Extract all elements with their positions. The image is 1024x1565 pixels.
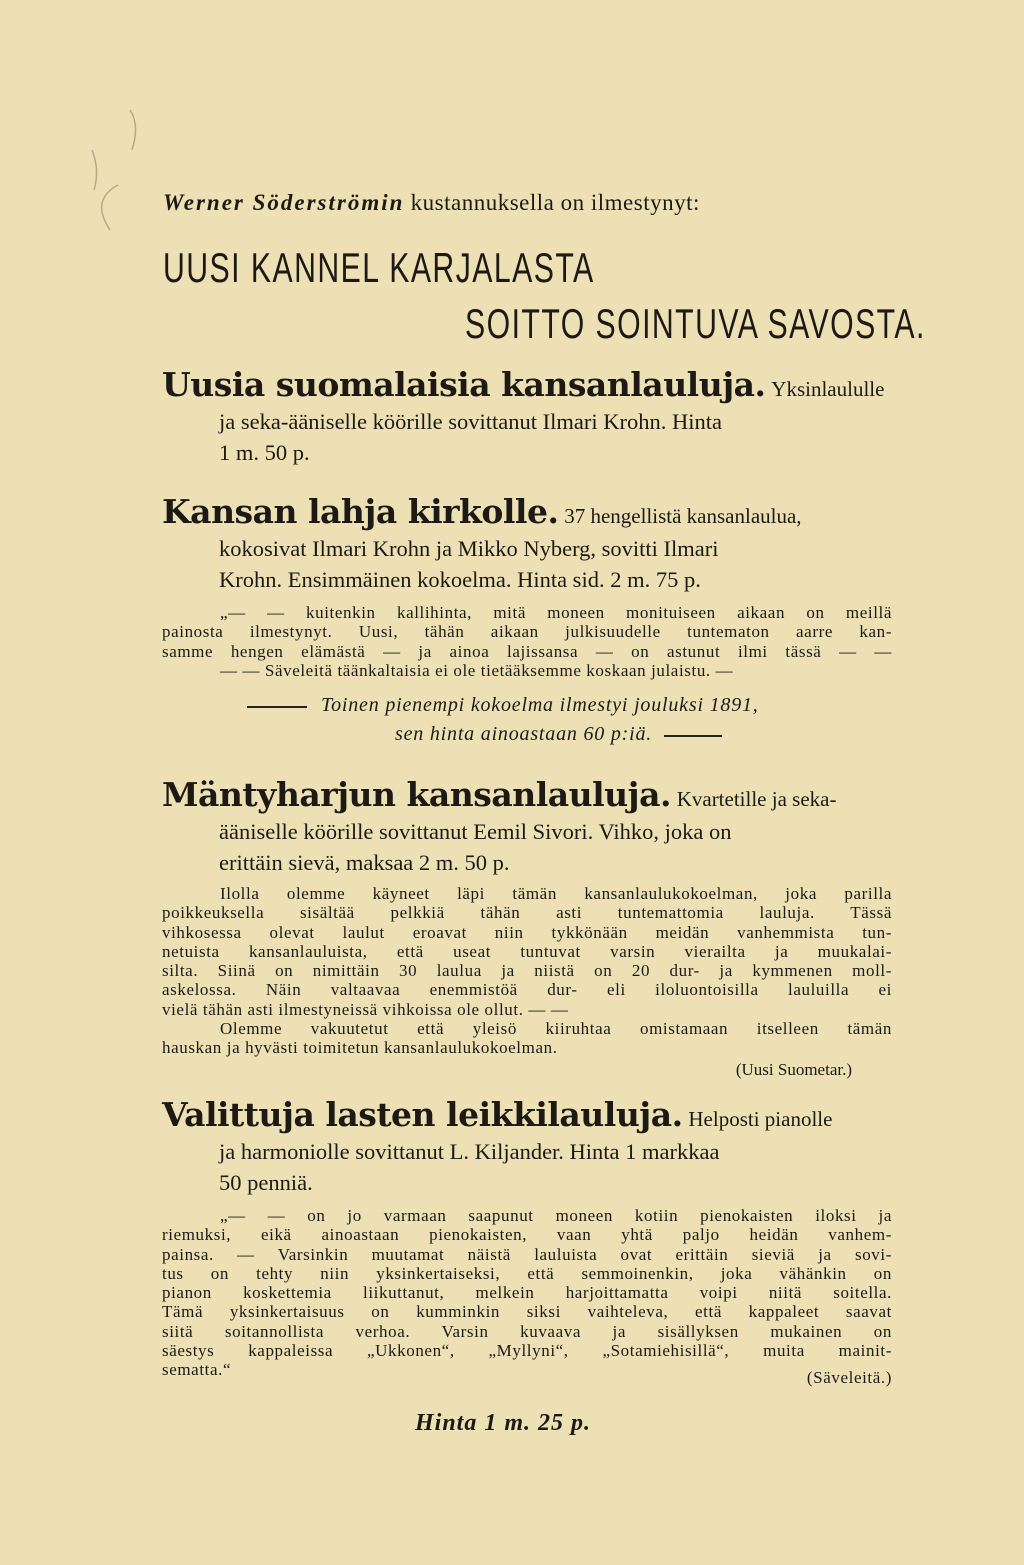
- review-line: pianon koskettemia liikuttanut, melkein harjoittamatta voipi niitä soitella.: [162, 1283, 892, 1303]
- review-line: „— — kuitenkin kallihinta, mitä moneen monituiseen aikaan on meillä: [220, 603, 892, 622]
- note-text-2: sen hinta ainoastaan 60 p:iä.: [395, 723, 653, 746]
- review-line: silta. Siinä on nimittäin 30 laulua ja niistä on 20 dur- ja kymmenen moll-: [162, 961, 892, 981]
- title-line-2: SOITTO SOINTUVA SAVOSTA.: [465, 300, 926, 347]
- review-quote: [162, 884, 892, 1080]
- publisher-name: Werner Söderströmin: [163, 190, 405, 215]
- review-line: hauskan ja hyvästi toimitetun kansanlaulukokoelman.: [162, 1038, 558, 1058]
- section-line: ja seka-ääniselle köörille sovittanut Ilmari Krohn. Hinta: [219, 409, 722, 434]
- section-heading: Valittuja lasten leikkilauluja.: [162, 1095, 683, 1134]
- rule-left: [247, 706, 307, 708]
- section-heading: Uusia suomalaisia kansanlauluja.: [162, 365, 766, 404]
- section-line: Helposti pianolle: [688, 1107, 833, 1131]
- review-line: Ilolla olemme käyneet läpi tämän kansanlaulukokoelman, joka parilla: [220, 884, 892, 903]
- section-line: kokosivat Ilmari Krohn ja Mikko Nyberg, sovitti Ilmari: [219, 536, 719, 561]
- section-line: Kvartetille ja seka-: [676, 787, 837, 811]
- title-line-1: UUSI KANNEL KARJALASTA: [163, 244, 595, 291]
- review-line: säestys kappaleissa „Ukkonen“, „Myllyni“, „Sotamiehisillä“, muita mainit-: [162, 1341, 892, 1361]
- review-source: (Uusi Suometar.): [735, 1059, 852, 1079]
- rule-right: [664, 735, 722, 737]
- section-kansan-lahja: [162, 492, 892, 746]
- note-line-2: [162, 723, 892, 746]
- section-line: ja harmoniolle sovittanut L. Kiljander. Hinta 1 markkaa: [219, 1139, 720, 1164]
- review-line: painsa. — Varsinkin muutamat näistä lauluista ovat erittäin sieviä ja sovi-: [162, 1244, 892, 1264]
- review-line: vielä tähän asti ilmestyneissä vihkoissa ole ollut. — —: [162, 999, 569, 1019]
- section-line: Krohn. Ensimmäinen kokoelma. Hinta sid. 2 m. 75 p.: [219, 567, 701, 592]
- note-text-1: Toinen pienempi kokoelma ilmestyi jouluksi 1891,: [321, 694, 759, 717]
- section-heading: Mäntyharjun kansanlauluja.: [162, 775, 671, 814]
- review-line: tus on tehty niin yksinkertaiseksi, että semmoinenkin, joka vähänkin on: [162, 1263, 892, 1283]
- note-line-1: [162, 694, 892, 717]
- review-quote: [162, 1206, 892, 1388]
- section-line: 1 m. 50 p.: [219, 440, 310, 465]
- section-line: 37 hengellistä kansanlaulua,: [564, 504, 802, 528]
- review-line: netuista kansanlauluista, että useat tuntuvat varsin vierailta ja muukalai-: [162, 941, 892, 961]
- review-quote: [162, 603, 892, 680]
- review-source: (Säveleitä.): [806, 1368, 892, 1388]
- publisher-line: [163, 190, 700, 216]
- review-line: vihkosessa olevat laulut eroavat niin tykkönään meidän vanhemmista tun-: [162, 922, 892, 942]
- section-line: 50 penniä.: [219, 1170, 313, 1195]
- review-line: Tämä yksinkertaisuus on kumminkin siksi vaihteleva, että kappaleet saavat: [162, 1302, 892, 1322]
- review-line: — — Säveleitä täänkaltaisia ei ole tietääksemme koskaan julaistu. —: [220, 660, 734, 680]
- section-heading: Kansan lahja kirkolle.: [162, 492, 559, 531]
- publisher-rest: kustannuksella on ilmestynyt:: [410, 190, 700, 215]
- review-line: riemuksi, eikä ainoastaan pienokaisten, vaan yhtä paljo heidän vanhem-: [162, 1225, 892, 1245]
- section-uusia-suomalaisia: [162, 365, 892, 468]
- footer-price: Hinta 1 m. 25 p.: [415, 1410, 592, 1436]
- review-line: askelossa. Näin valtaavaa enemmistöä dur- eli iloluontoisilla lauluilla ei: [162, 980, 892, 1000]
- review-line: sematta.“: [162, 1360, 232, 1380]
- review-line: painosta ilmestynyt. Uusi, tähän aikaan julkisuudelle tuntematon aarre kan-: [162, 622, 892, 642]
- review-line: poikkeuksella sisältää pelkkiä tähän asti tuntemattomia lauluja. Tässä: [162, 903, 892, 923]
- pencil-marks: [70, 90, 230, 350]
- review-line: „— — on jo varmaan saapunut moneen kotiin pienokaisten iloksi ja: [220, 1206, 892, 1225]
- section-line: erittäin sievä, maksaa 2 m. 50 p.: [219, 850, 510, 875]
- section-mantyharjun: [162, 775, 892, 1080]
- review-line: siitä soitannollista verhoa. Varsin kuvaava ja sisällyksen mukainen on: [162, 1321, 892, 1341]
- section-line: Yksinlaululle: [771, 377, 885, 401]
- section-line: ääniselle köörille sovittanut Eemil Sivori. Vihko, joka on: [219, 819, 732, 844]
- review-line: samme hengen elämästä — ja ainoa lajissansa — on astunut ilmi tässä — —: [162, 641, 892, 661]
- review-line: Olemme vakuutetut että yleisö kiiruhtaa omistamaan itselleen tämän: [220, 1019, 892, 1039]
- section-valittuja: [162, 1095, 892, 1388]
